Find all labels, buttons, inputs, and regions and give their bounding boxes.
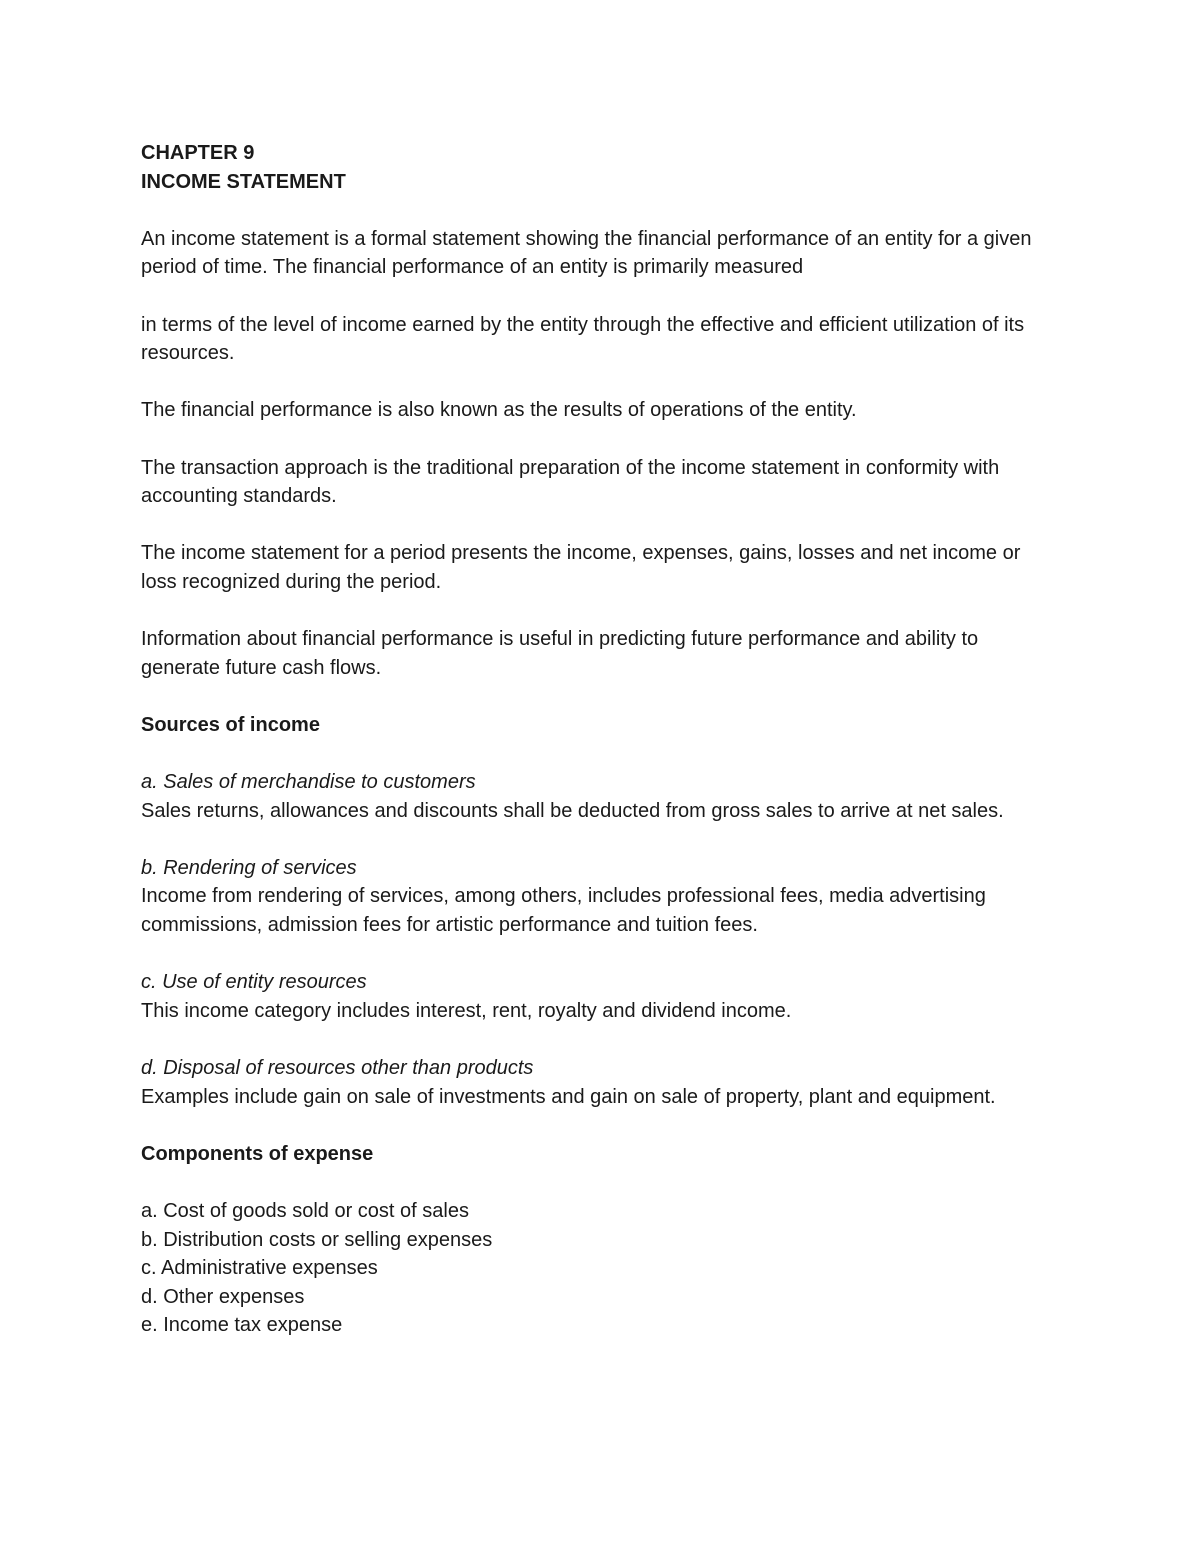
spacer <box>141 825 1061 854</box>
income-source-item <box>141 768 1061 825</box>
spacer <box>141 1168 1061 1197</box>
spacer <box>141 940 1061 969</box>
document-body <box>141 139 1061 1340</box>
spacer <box>141 1111 1061 1140</box>
income-source-title: c. Use of entity resources <box>141 971 367 994</box>
income-source-item <box>141 854 1061 940</box>
expense-list-item: b. Distribution costs or selling expenses <box>141 1228 493 1251</box>
spacer <box>141 196 1061 225</box>
spacer <box>141 282 1061 311</box>
spacer <box>141 739 1061 768</box>
income-source-body: Income from rendering of services, among others, includes professional fees, media advertising commissions, admission fees for artistic performance and tuition fees. <box>141 885 986 937</box>
expense-list-item: e. Income tax expense <box>141 1314 343 1337</box>
spacer <box>141 682 1061 711</box>
income-source-title: a. Sales of merchandise to customers <box>141 771 476 794</box>
expense-list-item: c. Administrative expenses <box>141 1257 378 1280</box>
income-source-body: This income category includes interest, rent, royalty and dividend income. <box>141 999 792 1022</box>
paragraph-definition-continued: in terms of the level of income earned by the entity through the effective and efficient utilization of its resources. <box>141 313 1025 365</box>
expense-list <box>141 1197 1061 1340</box>
spacer <box>141 368 1061 397</box>
income-source-title: d. Disposal of resources other than products <box>141 1057 534 1079</box>
components-of-expense-heading: Components of expense <box>141 1142 374 1165</box>
chapter-title: INCOME STATEMENT <box>141 170 346 193</box>
expense-list-item: d. Other expenses <box>141 1285 305 1308</box>
spacer <box>141 511 1061 540</box>
chapter-number: CHAPTER 9 <box>141 142 255 164</box>
paragraph-results-of-operations: The financial performance is also known as the results of operations of the entity. <box>141 399 857 422</box>
spacer <box>141 425 1061 454</box>
sources-of-income-heading: Sources of income <box>141 713 320 736</box>
spacer <box>141 1025 1061 1054</box>
paragraph-definition: An income statement is a formal statement showing the financial performance of an entity for a given period of time. The financial performance of an entity is primarily measured <box>141 227 1032 279</box>
paragraph-period-presentation: The income statement for a period presents the income, expenses, gains, losses and net income or loss recognized during the period. <box>141 542 1021 593</box>
spacer <box>141 597 1061 626</box>
income-source-item <box>141 1054 1061 1111</box>
income-source-title: b. Rendering of services <box>141 856 357 879</box>
paragraph-transaction-approach: The transaction approach is the traditional preparation of the income statement in conformity with accounting standards. <box>141 456 1000 508</box>
expense-list-item: a. Cost of goods sold or cost of sales <box>141 1199 469 1222</box>
income-source-body: Sales returns, allowances and discounts shall be deducted from gross sales to arrive at net sales. <box>141 799 1004 822</box>
income-source-body: Examples include gain on sale of investments and gain on sale of property, plant and equipment. <box>141 1085 996 1108</box>
income-source-item <box>141 968 1061 1025</box>
paragraph-usefulness: Information about financial performance is useful in predicting future performance and ability to generate future cash flows. <box>141 628 979 679</box>
